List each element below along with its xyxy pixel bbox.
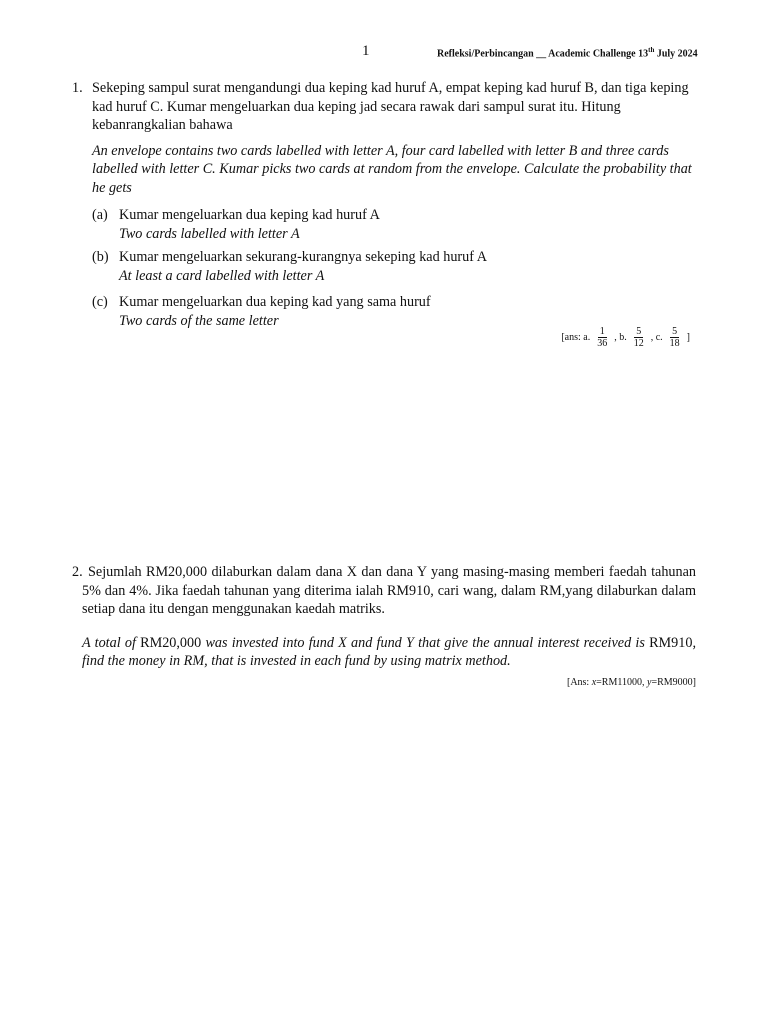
sub-question-label: (b)	[92, 249, 109, 265]
question-text-malay: Sejumlah RM20,000 dilaburkan dalam dana X dan dana Y yang masing-masing memberi faedah tahunan 5% dan 4%. Jika faedah tahunan yang diterima ialah RM910, cari wang, dalam RM,yang dilaburkan dalam setiap dana itu dengan menggunakan kaedah matriks.	[82, 564, 696, 617]
page-number: 1	[362, 43, 370, 59]
answer-key-q1: [ans: a. $\frac{1}{36}$ , b. $\frac{5}{12}$ , c. $\frac{5}{18}$ ]	[561, 326, 690, 349]
sub-question-c	[92, 293, 702, 330]
sub-question-label: (c)	[92, 294, 108, 310]
sub-question-text-malay: Kumar mengeluarkan dua keping kad yang sama huruf	[119, 294, 431, 310]
sub-question-text-english: At least a card labelled with letter A	[119, 267, 325, 284]
fraction-c: $\frac{5}{18}$	[669, 326, 680, 349]
question-number: 1.	[72, 80, 83, 96]
sub-question-text-english: Two cards of the same letter	[119, 312, 279, 329]
question-text-malay: Sekeping sampul surat mengandungi dua keping kad huruf A, empat keping kad huruf B, dan tiga keping kad huruf C. Kumar mengeluarkan dua keping jad secara rawak dari sampul surat itu. Hitung kebanrangkalian bahawa	[92, 80, 689, 133]
fraction-a: $\frac{1}{36}$	[597, 326, 608, 349]
sub-question-label: (a)	[92, 207, 108, 223]
fraction-b: $\frac{5}{12}$	[633, 326, 644, 349]
sub-question-text-malay: Kumar mengeluarkan dua keping kad huruf A	[119, 207, 380, 223]
header-title: Refleksi/Perbincangan __ Academic Challenge 13th July 2024	[437, 46, 698, 60]
sub-question-b	[92, 248, 702, 285]
question-number: 2.	[72, 564, 83, 580]
question-1	[72, 79, 702, 330]
sub-question-text-malay: Kumar mengeluarkan sekurang-kurangnya sekeping kad huruf A	[119, 249, 487, 265]
sub-question-a	[92, 206, 702, 243]
answer-key-q2: [Ans: x=RM11000, y=RM9000]	[566, 677, 696, 688]
question-text-english: An envelope contains two cards labelled with letter A, four card labelled with letter B and three cards labelled with letter C. Kumar picks two cards at random from the envelope. Calculate the probability that he gets	[92, 142, 692, 196]
sub-question-text-english: Two cards labelled with letter A	[119, 225, 300, 242]
question-2	[72, 563, 696, 671]
question-text-english: A total of RM20,000 was invested into fund X and fund Y that give the annual interest received is RM910, find the money in RM, that is invested in each fund by using matrix method.	[82, 634, 696, 669]
